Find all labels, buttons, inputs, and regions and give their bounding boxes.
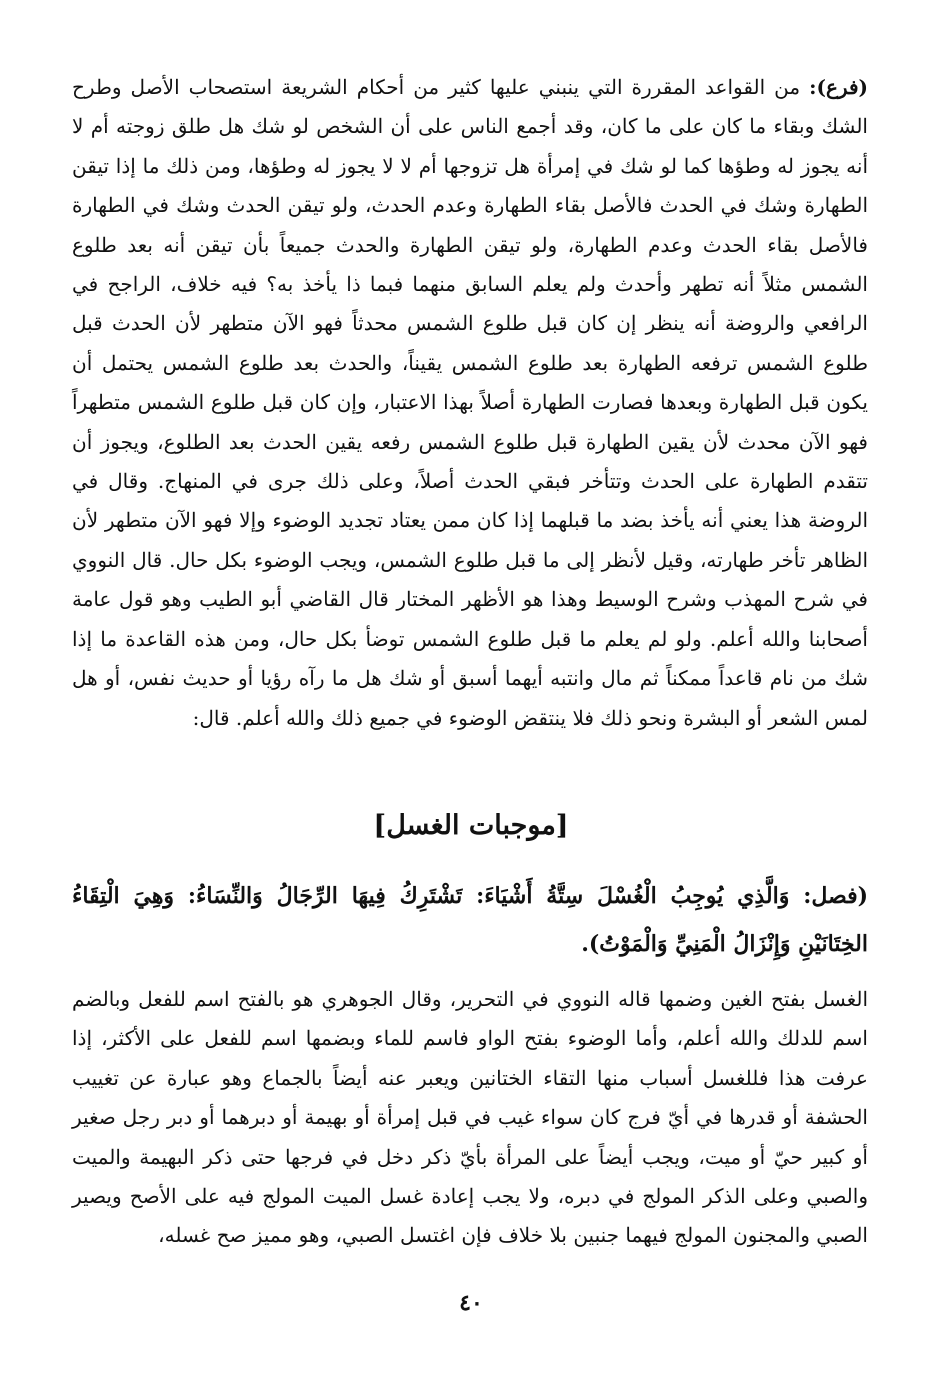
paragraph-body: من القواعد المقررة التي ينبني عليها كثير من أحكام الشريعة استصحاب الأصل وطرح الشك وبقاء ما كان على ما كان، وقد أجمع الناس على أن الشخص لو شك هل طلق زوجته أم لا أنه يجوز له وطؤها كما لو شك في إمرأة هل تزوجها أم لا لا يجوز له وطؤها، ومن ذلك ما إذا تيقن الطهارة وشك في الحدث فالأصل بقاء الطهارة وعدم الحدث، ولو تيقن الحدث وشك في الطهارة فالأصل بقاء الحدث وعدم الطهارة، ولو تيقن الطهارة والحدث جميعاً بأن تيقن أنه بعد طلوع الشمس مثلاً أنه تطهر وأحدث ولم يعلم السابق منهما فبما ذا يأخذ به؟ فيه خلاف، الراجح في الرافعي والروضة أنه ينظر إن كان قبل طلوع الشمس محدثاً فهو الآن متطهر لأن الحدث قبل طلوع الشمس ترفعه الطهارة بعد طلوع الشمس يقيناً، والحدث بعد طلوع الشمس يحتمل أن يكون قبل الطهارة وبعدها فصارت الطهارة أصلاً بهذا الاعتبار، وإن كان قبل طلوع الشمس متطهراً فهو الآن محدث لأن يقين الطهارة قبل طلوع الشمس رفعه يقين الحدث بعد الطلوع، ويجوز أن تتقدم الطهارة على الحدث وتتأخر فبقي الحدث أصلاً، وعلى ذلك جرى في المنهاج. وقال في الروضة هذا يعني أنه يأخذ بضد ما قبلهما إذا كان ممن يعتاد تجديد الوضوء وإلا فهو الآن متطهر لأن الظاهر تأخر طهارته، وقيل لأنظر إلى ما قبل طلوع الشمس، ويجب الوضوء بكل حال. قال النووي في شرح المهذب وشرح الوسيط وهذا هو الأظهر المختار قال القاضي أبو الطيب وهو قول عامة أصحابنا والله أعلم. ولو لم يعلم ما قبل طلوع الشمس توضأ بكل حال، ومن هذه القاعدة ما إذا شك من نام قاعداً ممكناً ثم مال وانتبه أيهما أسبق أو شك هل ما رآه رؤيا أو حديث نفس، أو هل لمس الشعر أو البشرة ونحو ذلك فلا ينتقض الوضوء في جميع ذلك والله أعلم. قال: <box>72 75 869 730</box>
paragraph-ghusl-commentary <box>72 980 868 1256</box>
paragraph-body: الغسل بفتح الغين وضمها قاله النووي في التحرير، وقال الجوهري هو بالفتح اسم للفعل وبالضم اسم للدلك والله أعلم، وأما الوضوء بفتح الواو فاسم للماء وبضمها اسم للفعل على الأكثر، إذا عرفت هذا فللغسل أسباب منها التقاء الختانين ويعبر عنه أيضاً بالجماع وهو عبارة عن تغييب الحشفة أو قدرها في أيّ فرج كان سواء غيب في قبل إمرأة أو بهيمة أو دبرهما أو دبر رجل صغير أو كبير حيّ أو ميت، ويجب أيضاً على المرأة بأيّ ذكر دخل في فرجها حتى ذكر البهيمة والميت والصبي وعلى الذكر المولج في دبره، ولا يجب إعادة غسل الميت المولج فيه على الأصح ويصير الصبي والمجنون المولج فيهما جنبين بلا خلاف فإن اغتسل الصبي، وهو مميز صح غسله، <box>72 987 868 1248</box>
paragraph-label: (فرع): <box>809 75 868 99</box>
section-heading: [موجبات الغسل] <box>373 810 569 841</box>
matn-body: وَالَّذِي يُوجِبُ الْغُسْلَ سِتَّةُ أَشْيَاءَ: تَشْتَرِكُ فِيهَا الرِّجَالُ وَالنِّسَاءُ: وَهِيَ الْتِقَاءُ الخِتَانَيْنِ وَإِنْزَالُ الْمَنِيِّ وَالْمَوْتُ). <box>72 883 868 957</box>
matn-text <box>72 872 868 968</box>
page-number: ٤٠ <box>459 1290 483 1316</box>
matn-prefix: (فصل: <box>803 883 868 909</box>
paragraph-far-rule <box>72 68 868 738</box>
